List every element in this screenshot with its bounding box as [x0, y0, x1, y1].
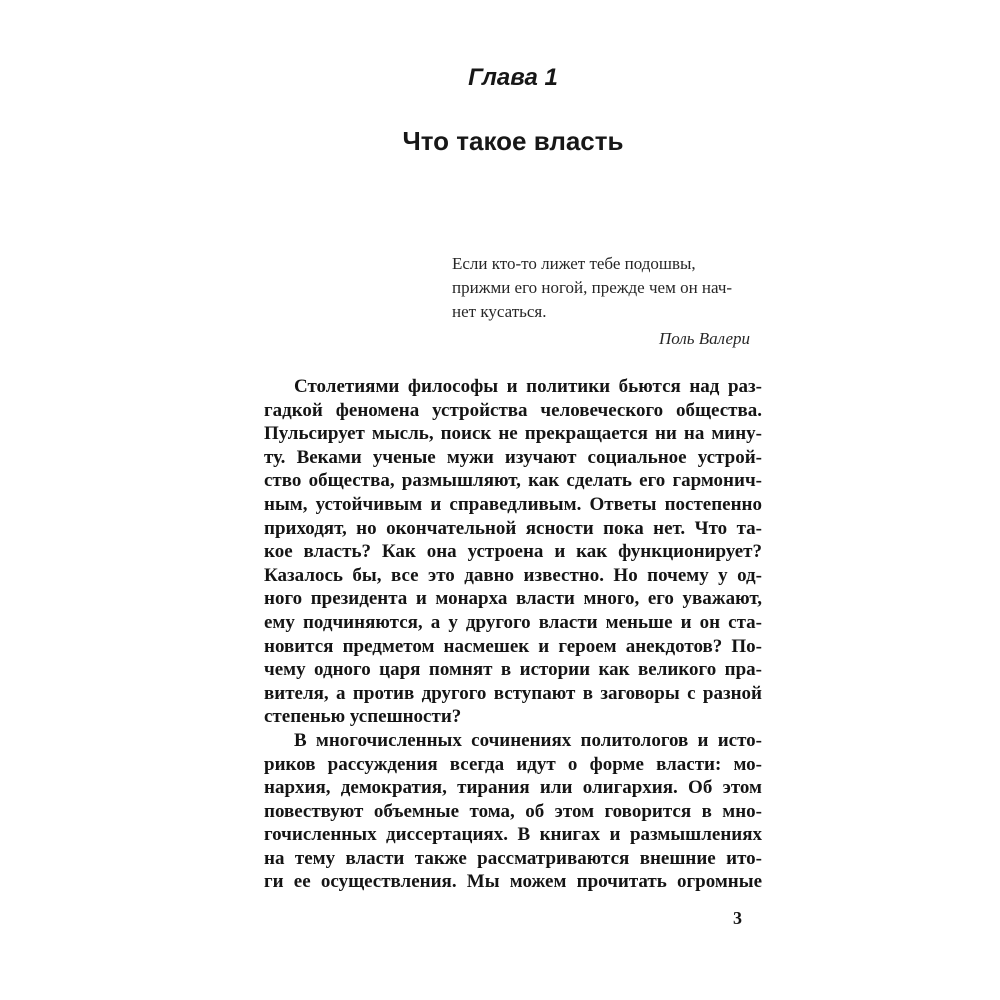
page-content: [264, 0, 762, 894]
epigraph-line: Если кто-то лижет тебе подошвы,: [452, 254, 696, 273]
text-line: ного президента и монарха власти много, его уважают,: [264, 588, 762, 610]
text-line: приходят, но окончательной ясности пока нет. Что та-: [264, 517, 762, 539]
text-line: чему одного царя помнят в истории как великого пра-: [264, 659, 762, 681]
text-line: ги ее осуществления. Мы можем прочитать огромные: [264, 871, 762, 893]
text-line: ным, устойчивым и справедливым. Ответы постепенно: [264, 493, 762, 515]
text-line: на тему власти также рассматриваются внешние ито-: [264, 847, 762, 869]
epigraph-line: прижми его ногой, прежде чем он нач-: [452, 278, 733, 297]
epigraph-attribution: Поль Валери: [658, 329, 750, 348]
text-line: Пульсирует мысль, поиск не прекращается ни на мину-: [264, 423, 762, 445]
text-line: риков рассуждения всегда идут о форме власти: мо-: [264, 753, 762, 775]
epigraph-line: нет кусаться.: [452, 302, 547, 321]
text-line: вителя, а против другого вступают в заговоры с разной: [264, 682, 762, 704]
text-line: нархия, демократия, тирания или олигархия. Об этом: [264, 777, 762, 799]
text-line: ту. Веками ученые мужи изучают социальное устрой-: [264, 446, 762, 468]
text-line: кое власть? Как она устроена и как функционирует?: [264, 541, 762, 563]
text-line: повествуют объемные тома, об этом говорится в мно-: [264, 800, 762, 822]
page-number: 3: [733, 908, 742, 928]
epigraph: [452, 252, 750, 324]
text-line: Столетиями философы и политики бьются над раз-: [294, 376, 762, 397]
chapter-heading: Глава 1: [468, 64, 558, 91]
text-line: В многочисленных сочинениях политологов и исто-: [294, 729, 762, 751]
text-line: ему подчиняются, а у другого власти меньше и он ста-: [264, 611, 762, 633]
text-line: степенью успешности?: [264, 706, 462, 728]
text-line: Казалось бы, все это давно известно. Но почему у од-: [264, 564, 762, 586]
body-text: [264, 375, 762, 894]
text-line: гочисленных диссертациях. В книгах и размышлениях: [264, 824, 762, 846]
page-title: Что такое власть: [402, 126, 624, 156]
text-line: новится предметом насмешек и героем анекдотов? По-: [264, 635, 762, 657]
text-line: ство общества, размышляют, как сделать его гармонич-: [264, 470, 762, 492]
text-line: гадкой феномена устройства человеческого общества.: [264, 399, 762, 421]
